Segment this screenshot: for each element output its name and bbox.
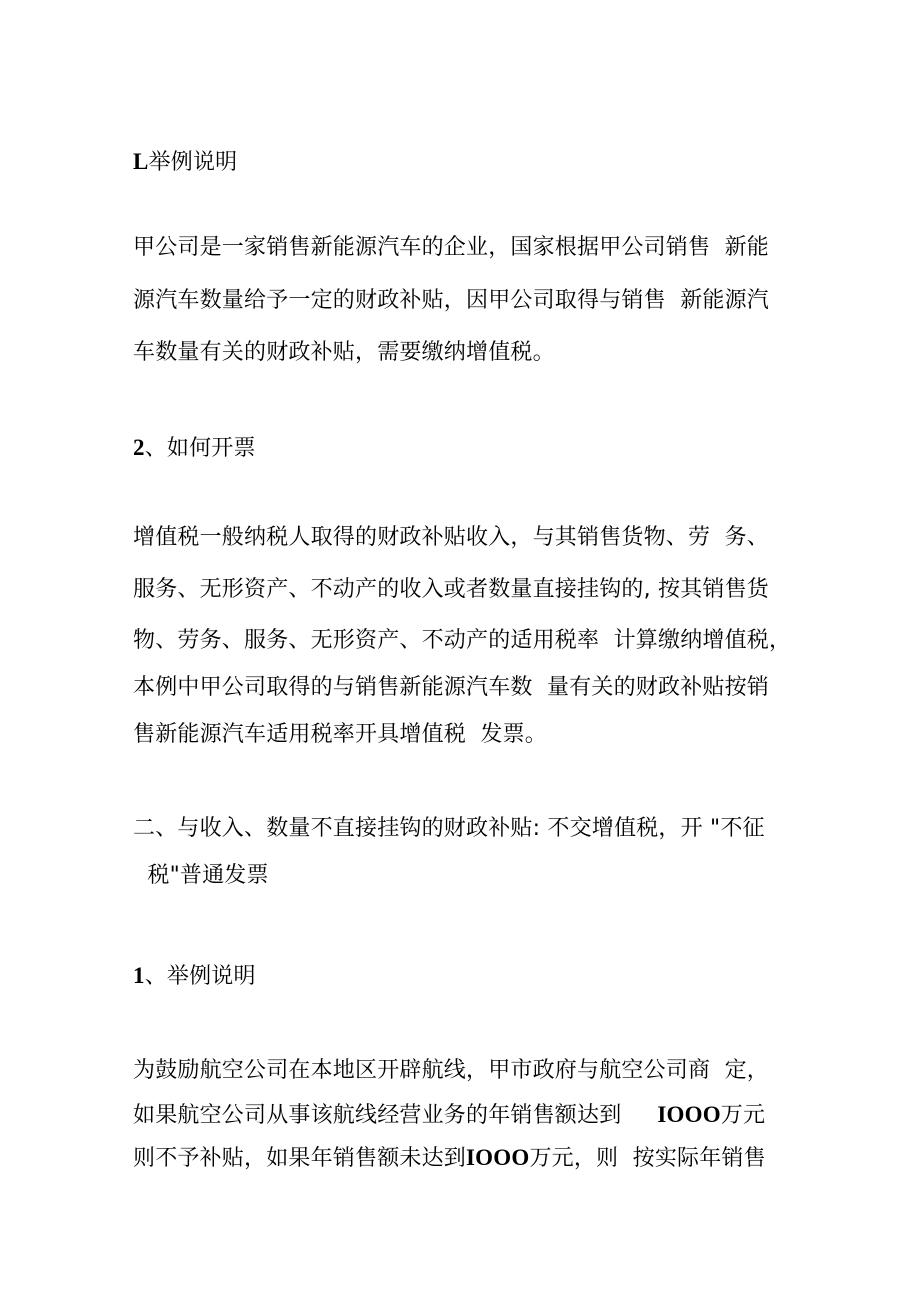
heading-text: 举例说明	[148, 150, 238, 175]
section-heading-3: 二、与收入、数量不直接挂钩的财政补贴: 不交增值税，开 "不征	[133, 816, 765, 841]
paragraph-1-line-3: 车数量有关的财政补贴，需要缴纳增值税。	[133, 340, 555, 365]
text-run: 万元，则 按实际年销售	[529, 1146, 766, 1171]
text-run: 万元	[720, 1103, 766, 1128]
heading-number: 1	[133, 963, 145, 988]
paragraph-1-line-2: 源汽车数量给予一定的财政补贴，因甲公司取得与销售 新能源汽	[133, 288, 769, 313]
text-run: 如果航空公司从事该航线经营业务的年销售额达到	[133, 1103, 658, 1128]
paragraph-1-line-1: 甲公司是一家销售新能源汽车的企业，国家根据甲公司销售 新能	[133, 235, 769, 260]
paragraph-3-line-1: 为鼓励航空公司在本地区开辟航线，甲市政府与航空公司商 定，	[133, 1058, 769, 1083]
paragraph-2-line-1: 增值税一般纳税人取得的财政补贴收入，与其销售货物、劳 务、	[133, 525, 769, 550]
paragraph-3-line-3	[133, 1144, 766, 1173]
paragraph-3-line-2	[133, 1101, 765, 1130]
paragraph-2-line-2: 服务、无形资产、不动产的收入或者数量直接挂钩的, 按其销售货	[133, 577, 769, 602]
heading-number: L	[133, 149, 149, 174]
section-heading-2	[133, 434, 256, 463]
text-run: 则不予补贴，如果年销售额未达到	[133, 1146, 467, 1171]
section-heading-3-continued: 税"普通发票	[133, 863, 269, 888]
paragraph-2-line-3: 物、劳务、服务、无形资产、不动产的适用税率 计算缴纳增值税，	[133, 628, 792, 653]
amount-number: IOOO	[466, 1145, 530, 1170]
heading-text: 、如何开票	[144, 436, 256, 461]
section-heading-1	[133, 148, 237, 177]
section-heading-4	[133, 962, 256, 991]
paragraph-2-line-5: 售新能源汽车适用税率开具增值税 发票。	[133, 722, 547, 747]
paragraph-2-line-4: 本例中甲公司取得的与销售新能源汽车数 量有关的财政补贴按销	[133, 675, 769, 700]
amount-number: IOOO	[657, 1102, 721, 1127]
heading-text: 、举例说明	[144, 964, 256, 989]
heading-number: 2	[133, 435, 145, 460]
